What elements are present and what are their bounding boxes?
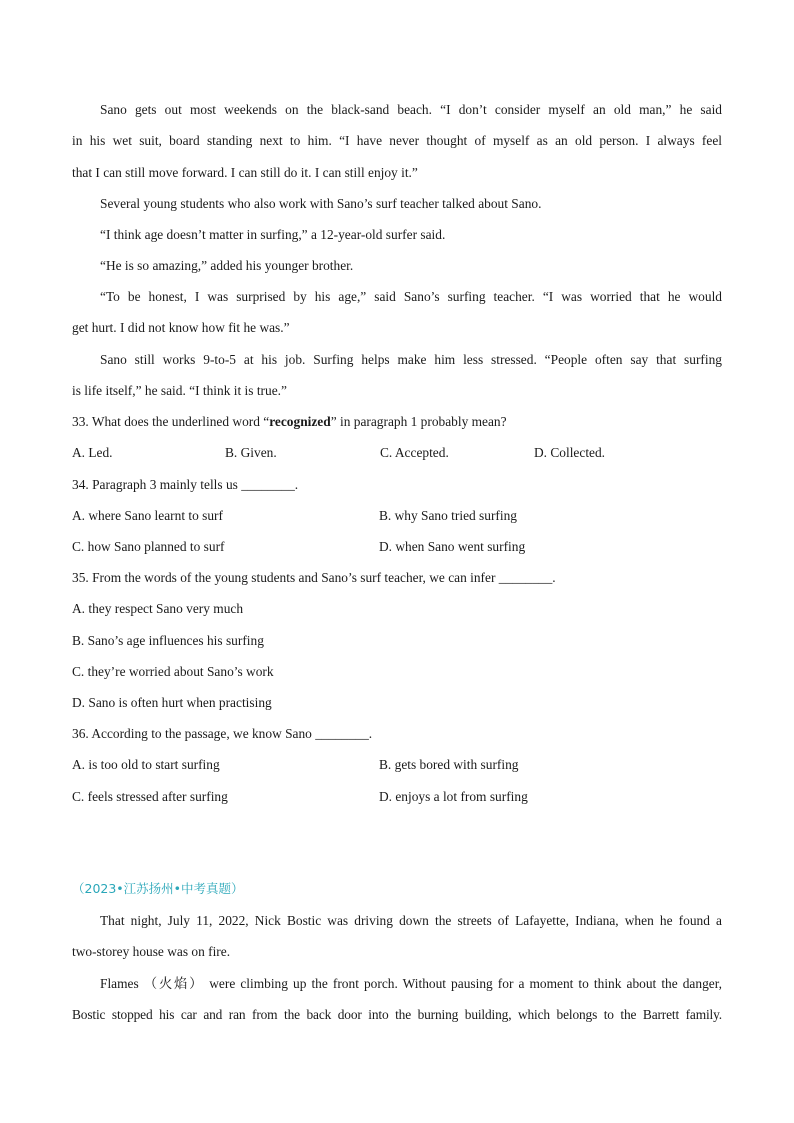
question-36-stem: 36. According to the passage, we know Sano ________. xyxy=(72,726,373,741)
question-36-options-row2 xyxy=(72,788,722,806)
question-36-option-c: C. feels stressed after surfing xyxy=(72,789,228,804)
passage2-p2-line1: Flames （火焰） were climbing up the front porch. Without pausing for a moment to think about the danger, xyxy=(100,976,722,991)
passage2-p2-line2: Bostic stopped his car and ran from the back door into the burning building, which belongs to the Barrett family. xyxy=(72,1007,722,1022)
passage1-p6-line2: is life itself,” he said. “I think it is true.” xyxy=(72,383,287,398)
question-35-option-d: D. Sano is often hurt when practising xyxy=(72,695,272,710)
question-33-stem xyxy=(72,413,722,431)
passage1-p6-line1: Sano still works 9-to-5 at his job. Surfing helps make him less stressed. “People often say that surfing xyxy=(100,352,722,367)
question-33-stem-post: ” in paragraph 1 probably mean? xyxy=(330,414,507,429)
question-33-option-d: D. Collected. xyxy=(534,445,606,460)
question-35-stem: 35. From the words of the young students and Sano’s surf teacher, we can infer ________. xyxy=(72,570,556,585)
passage1-p4: “He is so amazing,” added his younger brother. xyxy=(100,258,354,273)
question-34-option-d: D. when Sano went surfing xyxy=(379,539,526,554)
passage2-p1-line1: That night, July 11, 2022, Nick Bostic was driving down the streets of Lafayette, Indiana, when he found a xyxy=(100,913,722,928)
passage2-p1-line2: two-storey house was on fire. xyxy=(72,944,231,959)
passage1-p5-line2: get hurt. I did not know how fit he was.” xyxy=(72,320,290,335)
passage1-p1-line2: in his wet suit, board standing next to him. “I have never thought of myself as an old person. I always feel xyxy=(72,133,722,148)
question-34-stem: 34. Paragraph 3 mainly tells us ________. xyxy=(72,477,299,492)
question-34-option-b: B. why Sano tried surfing xyxy=(379,508,517,523)
passage1-p5-line1: “To be honest, I was surprised by his age,” said Sano’s surfing teacher. “I was worried that he would xyxy=(100,289,722,304)
question-33-option-b: B. Given. xyxy=(225,445,277,460)
question-33-option-a: A. Led. xyxy=(72,445,113,460)
question-36-option-d: D. enjoys a lot from surfing xyxy=(379,789,528,804)
question-35-option-c: C. they’re worried about Sano’s work xyxy=(72,664,274,679)
passage2-source-tag: （2023•江苏扬州•中考真题） xyxy=(72,881,244,896)
question-36-option-a: A. is too old to start surfing xyxy=(72,757,220,772)
question-35-option-b: B. Sano’s age influences his surfing xyxy=(72,633,264,648)
question-33-stem-pre: 33. What does the underlined word “ xyxy=(72,414,270,429)
question-33-keyword: recognized xyxy=(269,414,331,429)
question-35-option-a: A. they respect Sano very much xyxy=(72,601,244,616)
question-33-option-c: C. Accepted. xyxy=(380,445,449,460)
question-34-option-a: A. where Sano learnt to surf xyxy=(72,508,223,523)
question-34-option-c: C. how Sano planned to surf xyxy=(72,539,225,554)
question-33-options xyxy=(72,444,722,462)
passage1-p3: “I think age doesn’t matter in surfing,” a 12-year-old surfer said. xyxy=(100,227,446,242)
question-36-options-row1 xyxy=(72,756,722,774)
passage1-p2: Several young students who also work with Sano’s surf teacher talked about Sano. xyxy=(100,196,542,211)
question-34-options-row1 xyxy=(72,507,722,525)
question-36-option-b: B. gets bored with surfing xyxy=(379,757,519,772)
question-34-options-row2 xyxy=(72,538,722,556)
passage1-p1-line3: that I can still move forward. I can still do it. I can still enjoy it.” xyxy=(72,165,418,180)
passage1-p1-line1: Sano gets out most weekends on the black-sand beach. “I don’t consider myself an old man,” he said xyxy=(100,102,722,117)
